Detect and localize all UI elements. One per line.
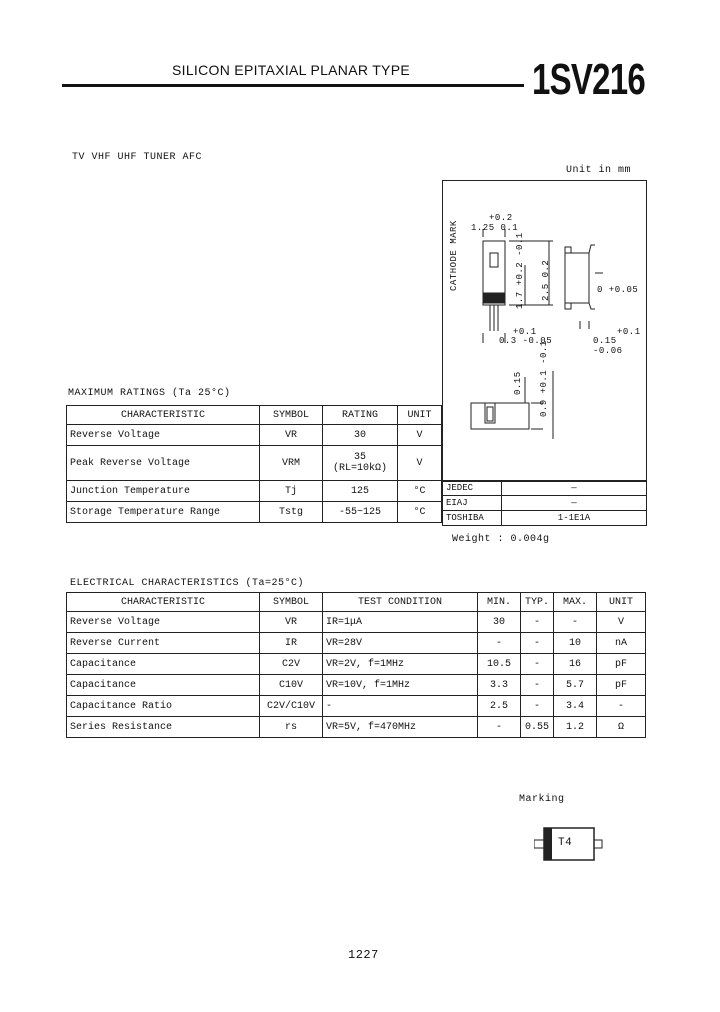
marking-code: T4	[558, 837, 573, 849]
dim-lead: 0.3 -0.05	[499, 336, 553, 346]
min-cell: 30	[478, 612, 521, 633]
max-cell: 16	[554, 654, 597, 675]
col-header: UNIT	[597, 593, 646, 612]
unit-cell: V	[597, 612, 646, 633]
symbol-cell: C2V	[260, 654, 323, 675]
pkg-value: ―	[502, 481, 647, 496]
symbol-cell: IR	[260, 633, 323, 654]
dim-len2: 2.5 0.2	[541, 259, 551, 301]
col-header: TEST CONDITION	[323, 593, 478, 612]
table-row	[443, 496, 647, 511]
table-row	[67, 717, 646, 738]
dim-side-tol: +0.1	[617, 327, 641, 337]
symbol-cell: VRM	[260, 446, 323, 481]
min-cell: 3.3	[478, 675, 521, 696]
symbol-cell: VR	[260, 425, 323, 446]
max-cell: 5.7	[554, 675, 597, 696]
col-header: TYP.	[521, 593, 554, 612]
table-row	[67, 481, 442, 502]
char-cell: Capacitance	[67, 654, 260, 675]
col-header: MAX.	[554, 593, 597, 612]
char-cell: Capacitance Ratio	[67, 696, 260, 717]
min-cell: 10.5	[478, 654, 521, 675]
cathode-mark-label: CATHODE MARK	[449, 220, 459, 291]
char-cell: Capacitance	[67, 675, 260, 696]
table-row	[67, 675, 646, 696]
unit-cell: V	[398, 446, 442, 481]
cond-cell: VR=2V, f=1MHz	[323, 654, 478, 675]
col-header: SYMBOL	[260, 406, 323, 425]
pkg-label: JEDEC	[443, 481, 502, 496]
pkg-label: EIAJ	[443, 496, 502, 511]
pkg-label: TOSHIBA	[443, 511, 502, 526]
dim-lead-tol: +0.1	[513, 327, 537, 337]
dim-zero: 0 +0.05	[597, 285, 639, 295]
col-header: RATING	[323, 406, 398, 425]
col-header: UNIT	[398, 406, 442, 425]
min-cell: 2.5	[478, 696, 521, 717]
rating-cell: 125	[323, 481, 398, 502]
char-cell: Junction Temperature	[67, 481, 260, 502]
typ-cell: -	[521, 612, 554, 633]
unit-cell: pF	[597, 675, 646, 696]
package-outline-drawing	[442, 180, 647, 482]
symbol-cell: Tj	[260, 481, 323, 502]
col-header: SYMBOL	[260, 593, 323, 612]
table-row	[67, 502, 442, 523]
symbol-cell: C10V	[260, 675, 323, 696]
elec-char-table	[66, 592, 646, 738]
cond-cell: VR=5V, f=470MHz	[323, 717, 478, 738]
max-cell: -	[554, 612, 597, 633]
rating-condition: (RL=10kΩ)	[332, 463, 387, 474]
part-number: 1SV216	[532, 55, 645, 104]
col-header: MIN.	[478, 593, 521, 612]
max-cell: 1.2	[554, 717, 597, 738]
char-cell: Reverse Voltage	[67, 612, 260, 633]
min-cell: -	[478, 633, 521, 654]
package-standards-table	[442, 480, 647, 526]
unit-cell: -	[597, 696, 646, 717]
table-row	[443, 481, 647, 496]
symbol-cell: VR	[260, 612, 323, 633]
unit-cell: °C	[398, 502, 442, 523]
weight-note: Weight : 0.004g	[452, 534, 550, 545]
table-header-row	[67, 593, 646, 612]
max-ratings-table	[66, 405, 442, 523]
pkg-value: ―	[502, 496, 647, 511]
typ-cell: -	[521, 675, 554, 696]
unit-note: Unit in mm	[566, 165, 632, 176]
symbol-cell: rs	[260, 717, 323, 738]
max-cell: 10	[554, 633, 597, 654]
max-ratings-title: MAXIMUM RATINGS (Ta 25°C)	[68, 388, 231, 399]
marking-label: Marking	[519, 794, 565, 805]
title-rule	[62, 84, 524, 87]
char-cell: Storage Temperature Range	[67, 502, 260, 523]
char-cell: Peak Reverse Voltage	[67, 446, 260, 481]
dim-h2: 0.9 +0.1 -0.1	[539, 340, 549, 417]
table-header-row	[67, 406, 442, 425]
dim-width: 1.25 0.1	[471, 223, 519, 233]
rating-value: 35	[353, 452, 366, 463]
col-header: CHARACTERISTIC	[67, 406, 260, 425]
typ-cell: -	[521, 696, 554, 717]
cond-cell: VR=10V, f=1MHz	[323, 675, 478, 696]
rating-cell	[323, 446, 398, 481]
dim-width-tol: +0.2	[489, 213, 513, 223]
table-row	[67, 696, 646, 717]
table-row	[67, 425, 442, 446]
char-cell: Reverse Voltage	[67, 425, 260, 446]
typ-cell: -	[521, 654, 554, 675]
table-row	[67, 612, 646, 633]
min-cell: -	[478, 717, 521, 738]
typ-cell: 0.55	[521, 717, 554, 738]
dim-side: 0.15 -0.06	[593, 336, 623, 356]
unit-cell: Ω	[597, 717, 646, 738]
table-row	[443, 511, 647, 526]
table-row	[67, 446, 442, 481]
symbol-cell: Tstg	[260, 502, 323, 523]
cond-cell: IR=1μA	[323, 612, 478, 633]
table-row	[67, 633, 646, 654]
table-row	[67, 654, 646, 675]
char-cell: Series Resistance	[67, 717, 260, 738]
page-number: 1227	[348, 948, 379, 962]
typ-cell: -	[521, 633, 554, 654]
unit-cell: V	[398, 425, 442, 446]
symbol-cell: C2V/C10V	[260, 696, 323, 717]
marking-diagram	[534, 824, 608, 864]
unit-cell: pF	[597, 654, 646, 675]
rating-cell: -55~125	[323, 502, 398, 523]
elec-char-title: ELECTRICAL CHARACTERISTICS (Ta=25°C)	[70, 578, 305, 589]
col-header: CHARACTERISTIC	[67, 593, 260, 612]
unit-cell: nA	[597, 633, 646, 654]
dim-h1: 0.15	[513, 371, 523, 395]
cond-cell: -	[323, 696, 478, 717]
char-cell: Reverse Current	[67, 633, 260, 654]
device-type-title: SILICON EPITAXIAL PLANAR TYPE	[172, 62, 410, 78]
application-text: TV VHF UHF TUNER AFC	[72, 152, 203, 163]
max-cell: 3.4	[554, 696, 597, 717]
rating-cell: 30	[323, 425, 398, 446]
unit-cell: °C	[398, 481, 442, 502]
pkg-value: 1-1E1A	[502, 511, 647, 526]
cond-cell: VR=28V	[323, 633, 478, 654]
dim-len1: 1.7 +0.2 -0.1	[515, 232, 525, 309]
